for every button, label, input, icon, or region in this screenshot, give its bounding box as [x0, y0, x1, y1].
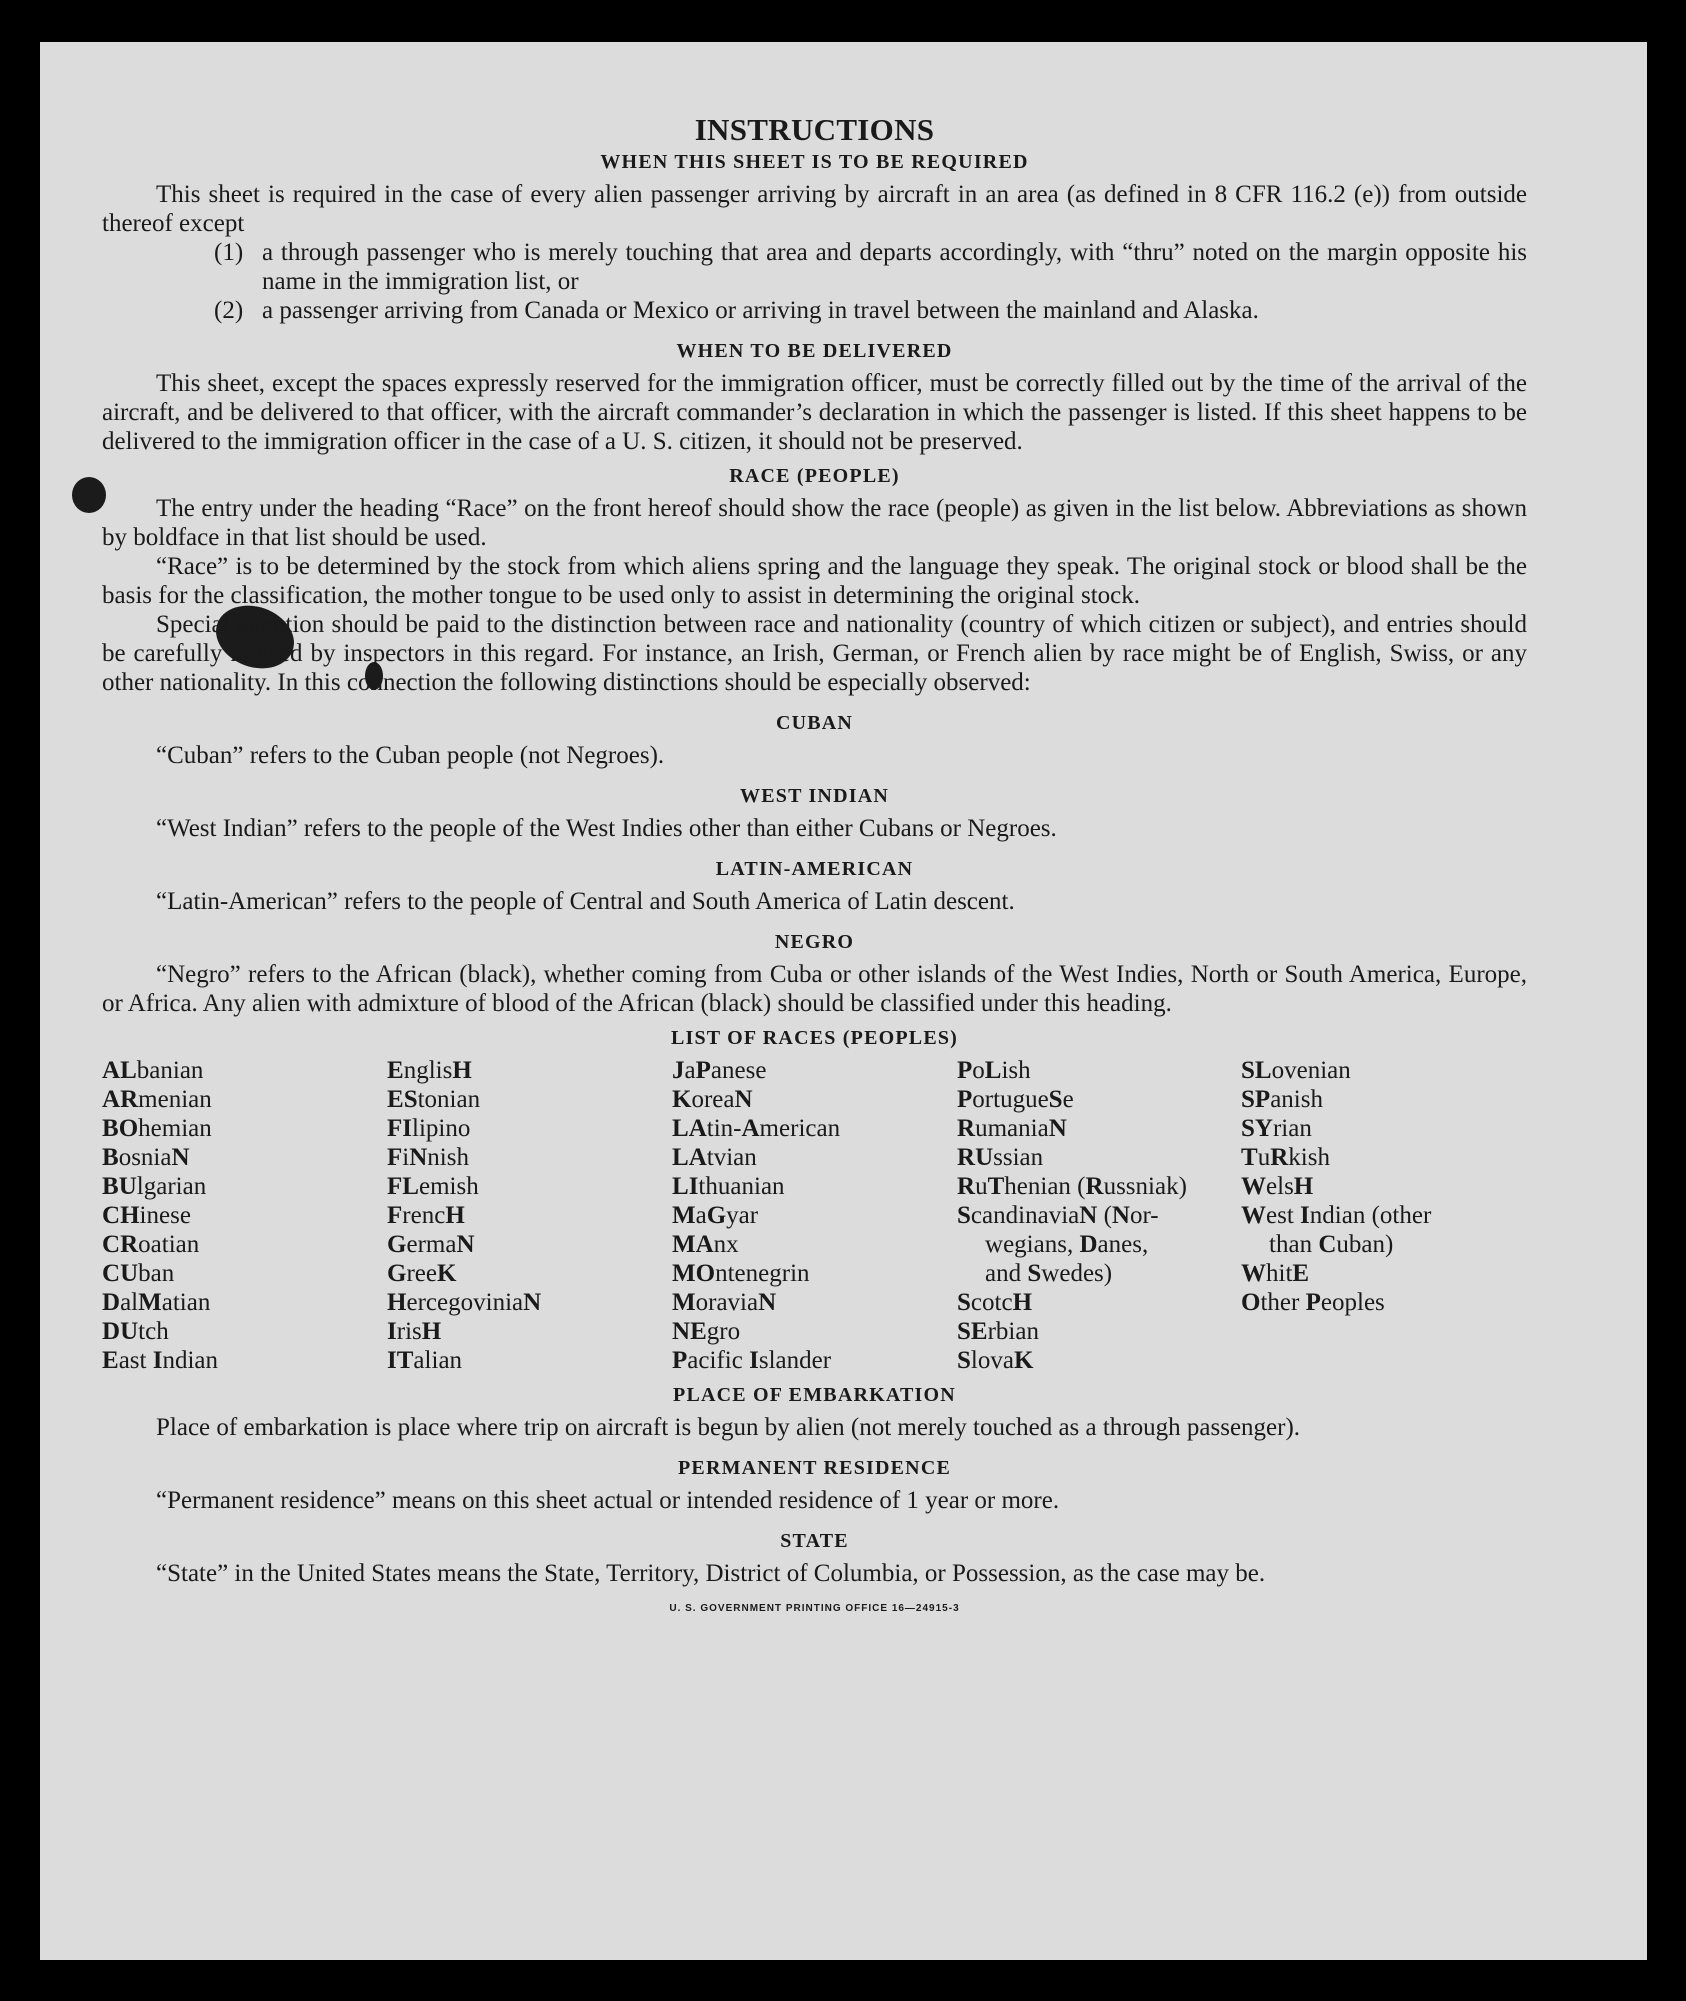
required-item-1	[214, 238, 1527, 296]
west-indian-text: “West Indian” refers to the people of the West Indies other than either Cubans or Negroes.	[156, 815, 1057, 842]
required-item-2	[214, 296, 1527, 325]
race-item: GreeK	[387, 1260, 457, 1287]
heading-state: STATE	[780, 1530, 849, 1552]
residence-text: “Permanent residence” means on this sheet actual or intended residence of 1 year or more.	[156, 1487, 1060, 1514]
race-paragraph-1: The entry under the heading “Race” on the front hereof should show the race (people) as given in the list below. Abbreviations as shown by boldface in that list should be used.	[102, 495, 1527, 551]
race-item: ITalian	[387, 1347, 463, 1374]
race-item: PoLish	[957, 1057, 1031, 1084]
race-item: ARmenian	[102, 1086, 212, 1113]
race-item: BUlgarian	[102, 1173, 207, 1200]
state-text: “State” in the United States means the State, Territory, District of Columbia, or Possession, as the case may be.	[156, 1560, 1266, 1587]
race-item: ScotcH	[957, 1289, 1033, 1316]
heading-when-delivered: WHEN TO BE DELIVERED	[676, 340, 953, 362]
negro-text: “Negro” refers to the African (black), whether coming from Cuba or other islands of the West Indies, North or South America, Europe, or Africa. Any alien with admixture of blood of the African (black) should be classified under this heading.	[102, 961, 1527, 1017]
race-item: LIthuanian	[672, 1173, 785, 1200]
instructions-content	[102, 112, 1527, 1623]
races-list	[102, 1056, 1527, 1375]
race-item: RUssian	[957, 1144, 1044, 1171]
races-column-1	[102, 1056, 387, 1375]
races-column-2	[387, 1056, 672, 1375]
race-item: East Indian	[102, 1347, 219, 1374]
race-item: EnglisH	[387, 1057, 472, 1084]
race-item-continued: than Cuban)	[1269, 1231, 1394, 1258]
race-item: BOhemian	[102, 1115, 212, 1142]
race-item: SYrian	[1241, 1115, 1312, 1142]
race-item: FiNnish	[387, 1144, 469, 1171]
race-item: KoreaN	[672, 1086, 753, 1113]
race-item: West Indian (other	[1241, 1202, 1432, 1229]
race-item: MoraviaN	[672, 1289, 777, 1316]
printer-imprint: U. S. GOVERNMENT PRINTING OFFICE 16—24915-3	[669, 1603, 960, 1614]
race-item: WhitE	[1241, 1260, 1310, 1287]
item-number: (1)	[214, 239, 244, 266]
latin-american-text: “Latin-American” refers to the people of Central and South America of Latin descent.	[156, 888, 1015, 915]
race-item: MaGyar	[672, 1202, 759, 1229]
race-item: HercegoviniaN	[387, 1289, 542, 1316]
race-item: CHinese	[102, 1202, 191, 1229]
race-paragraph-2: “Race” is to be determined by the stock from which aliens spring and the language they speak. The original stock or blood shall be the basis for the classification, the mother tongue to be used only to assist in determining the original stock.	[102, 553, 1527, 609]
race-item: SLovenian	[1241, 1057, 1351, 1084]
heading-list-of-races: LIST OF RACES (PEOPLES)	[670, 1027, 959, 1049]
race-item: GermaN	[387, 1231, 475, 1258]
race-item: LAtvian	[672, 1144, 757, 1171]
race-item: MOntenegrin	[672, 1260, 810, 1287]
delivered-text: This sheet, except the spaces expressly reserved for the immigration officer, must be correctly filled out by the time of the arrival of the aircraft, and be delivered to that officer, with the aircraft commander’s declaration in which the passenger is listed. If this sheet happens to be delivered to the immigration officer in the case of a U. S. citizen, it should not be preserved.	[102, 370, 1527, 455]
cuban-text: “Cuban” refers to the Cuban people (not Negroes).	[156, 742, 665, 769]
item-text: a through passenger who is merely touching that area and departs accordingly, with “thru” noted on the margin opposite his name in the immigration list, or	[262, 239, 1527, 295]
heading-when-required: WHEN THIS SHEET IS TO BE REQUIRED	[600, 151, 1029, 173]
race-item: EStonian	[387, 1086, 481, 1113]
race-paragraph-3: Special attention should be paid to the distinction between race and nationality (country of which citizen or subject), and entries should be carefully revised by inspectors in this regard. For instance, an Irish, German, or French alien by race might be of English, Swiss, or any other nationality. In this connection the following distinctions should be especially observed:	[102, 611, 1527, 696]
embarkation-text: Place of embarkation is place where trip on aircraft is begun by alien (not merely touched as a through passenger).	[156, 1414, 1301, 1441]
race-item: Other Peoples	[1241, 1289, 1385, 1316]
race-item: SPanish	[1241, 1086, 1323, 1113]
race-item: SlovaK	[957, 1347, 1034, 1374]
race-item: WelsH	[1241, 1173, 1314, 1200]
race-item: LAtin-American	[672, 1115, 841, 1142]
item-number: (2)	[214, 297, 244, 324]
race-item: TuRkish	[1241, 1144, 1330, 1171]
race-item: DUtch	[102, 1318, 169, 1345]
race-item-continued: wegians, Danes,	[985, 1231, 1149, 1258]
heading-race: RACE (PEOPLE)	[729, 465, 900, 487]
race-item: FIlipino	[387, 1115, 471, 1142]
race-item: NEgro	[672, 1318, 741, 1345]
page-title: INSTRUCTIONS	[694, 112, 935, 147]
race-item: MAnx	[672, 1231, 739, 1258]
race-item: FLemish	[387, 1173, 479, 1200]
heading-west-indian: WEST INDIAN	[740, 785, 889, 807]
race-item: RumaniaN	[957, 1115, 1067, 1142]
heading-negro: NEGRO	[774, 931, 855, 953]
race-item: CRoatian	[102, 1231, 200, 1258]
race-item: FrencH	[387, 1202, 465, 1229]
heading-latin-american: LATIN-AMERICAN	[715, 858, 914, 880]
race-item: JaPanese	[672, 1057, 767, 1084]
races-column-5	[1241, 1056, 1527, 1375]
heading-permanent-residence: PERMANENT RESIDENCE	[677, 1457, 952, 1479]
heading-cuban: CUBAN	[775, 712, 854, 734]
heading-embarkation: PLACE OF EMBARKATION	[673, 1384, 956, 1406]
race-item: BosniaN	[102, 1144, 190, 1171]
races-column-3	[672, 1056, 957, 1375]
race-item: RuThenian (Russniak)	[957, 1173, 1187, 1200]
races-column-4	[957, 1056, 1241, 1375]
race-item-continued: and Swedes)	[985, 1260, 1113, 1287]
required-intro: This sheet is required in the case of every alien passenger arriving by aircraft in an area (as defined in 8 CFR 116.2 (e)) from outside thereof except	[102, 181, 1527, 237]
race-item: PortugueSe	[957, 1086, 1074, 1113]
item-text: a passenger arriving from Canada or Mexico or arriving in travel between the mainland and Alaska.	[262, 297, 1259, 324]
race-item: SErbian	[957, 1318, 1039, 1345]
race-item: ALbanian	[102, 1057, 204, 1084]
race-item: CUban	[102, 1260, 175, 1287]
race-item: IrisH	[387, 1318, 442, 1345]
document-sheet	[40, 42, 1647, 1960]
race-item: DalMatian	[102, 1289, 211, 1316]
race-item: ScandinaviaN (Nor-	[957, 1202, 1159, 1229]
race-item: Pacific Islander	[672, 1347, 832, 1374]
ink-blot-margin	[72, 477, 106, 513]
